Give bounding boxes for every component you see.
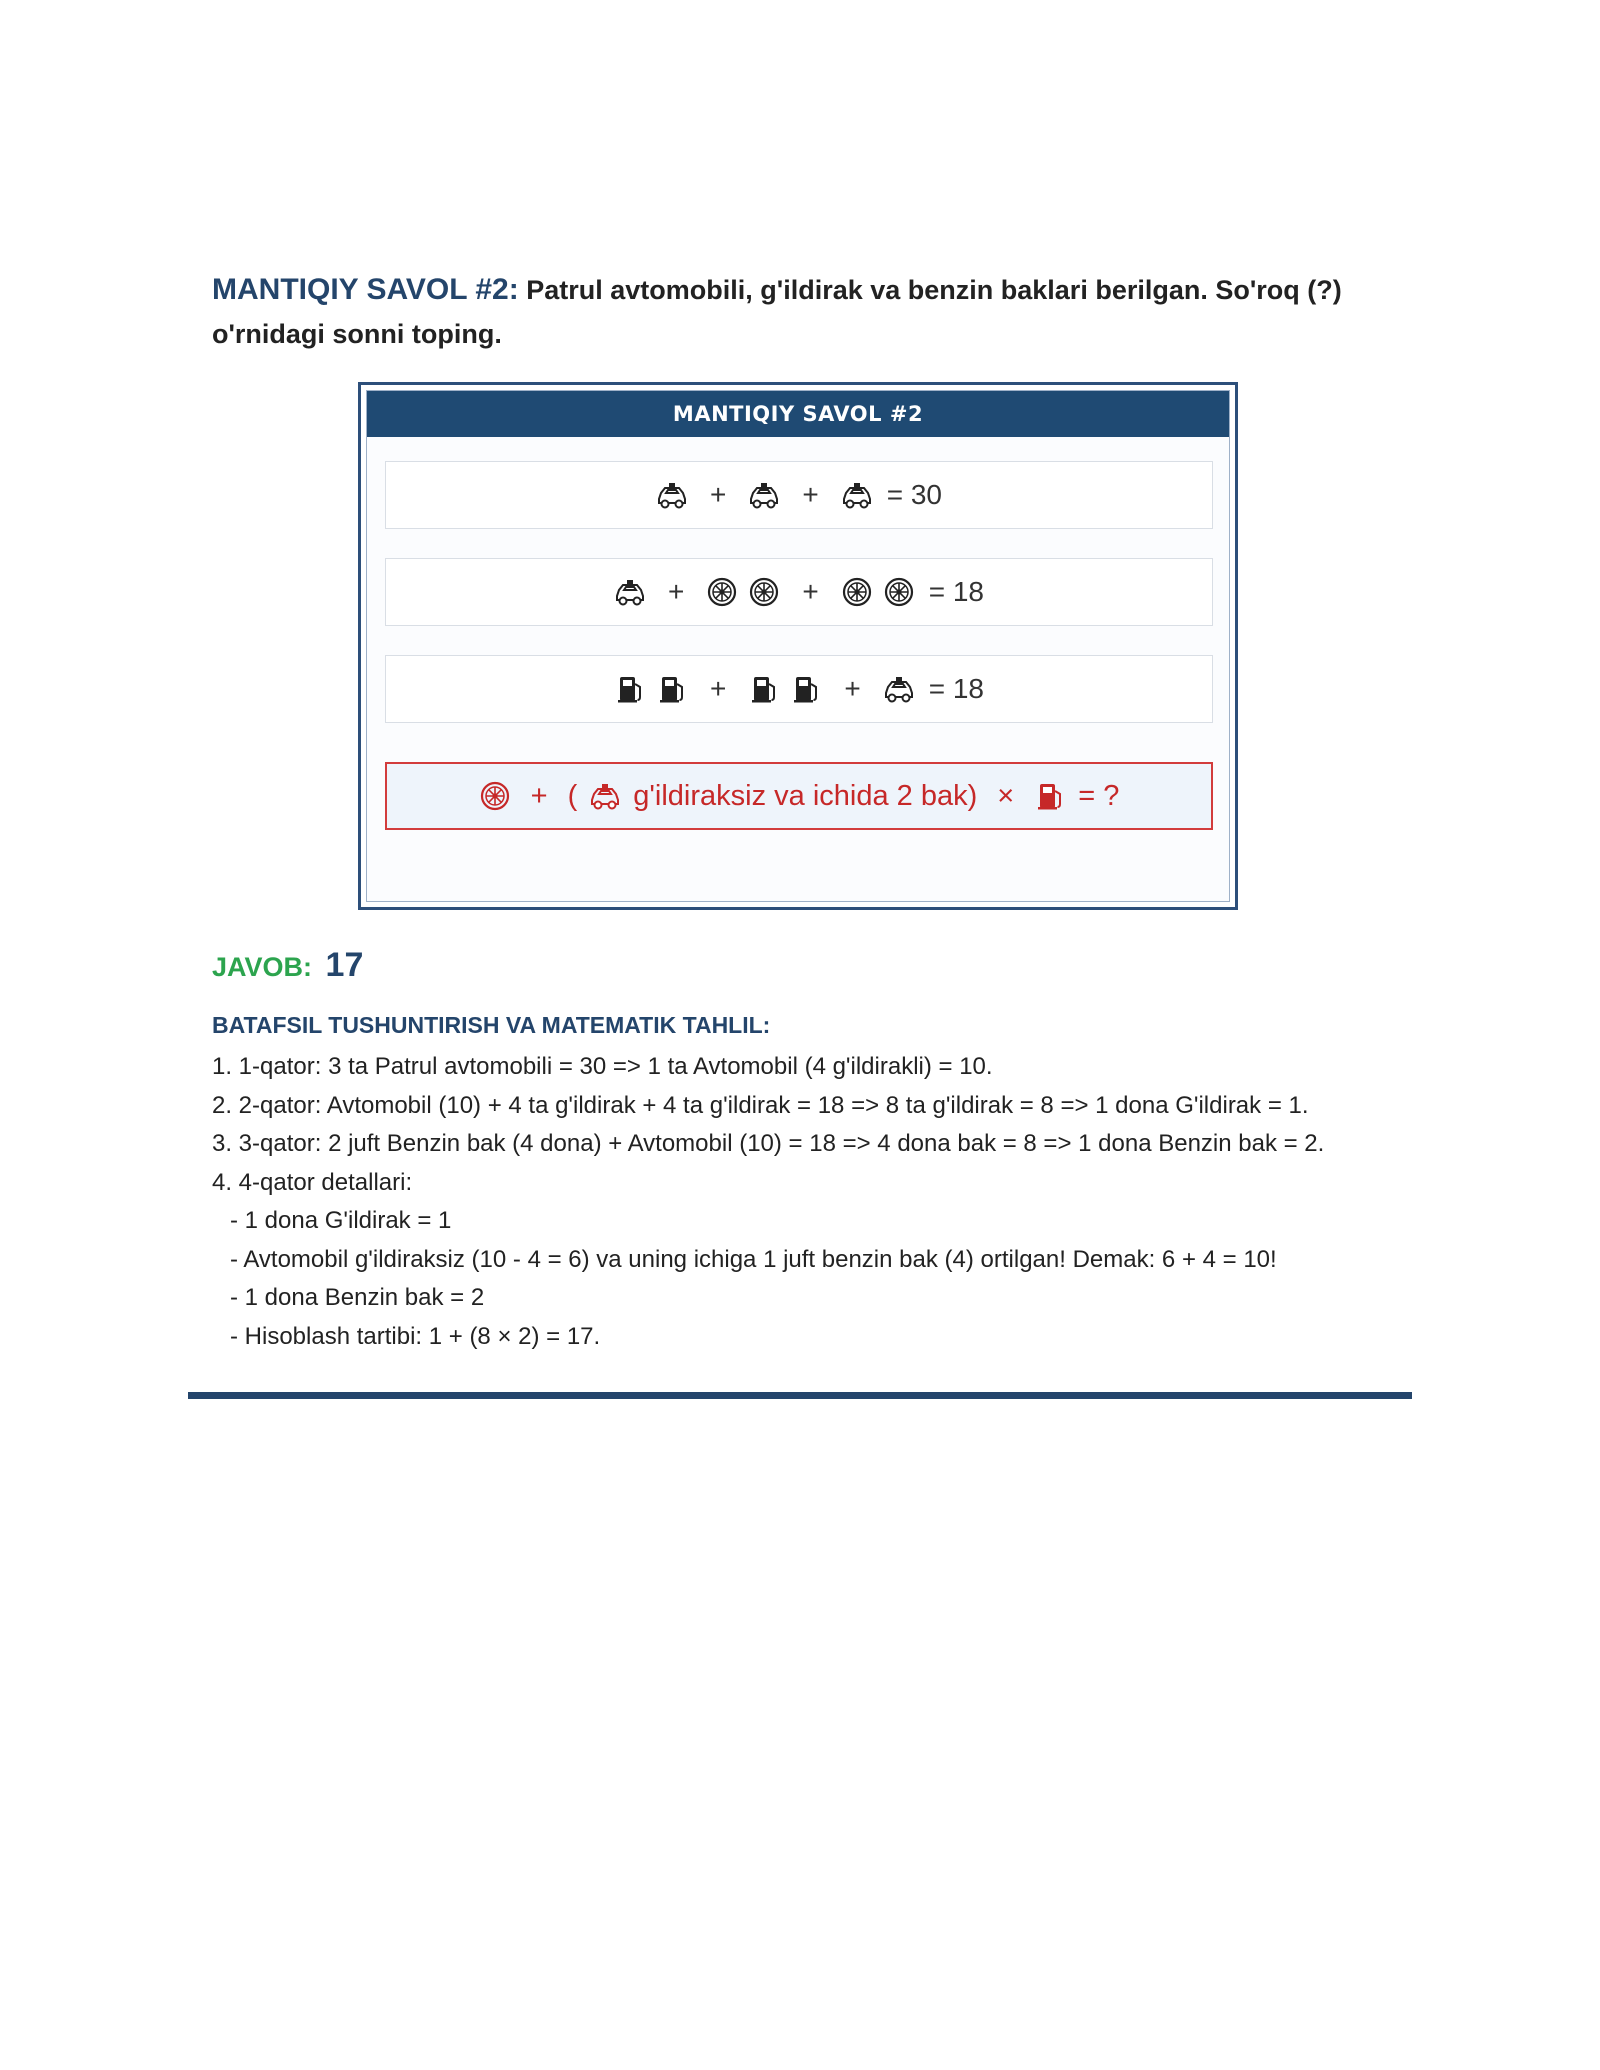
fuel-pump-icon <box>614 674 646 704</box>
fuel-pair <box>614 674 688 704</box>
explanation-title: BATAFSIL TUSHUNTIRISH VA MATEMATIK TAHLIL: <box>212 1012 771 1038</box>
police-car-icon <box>656 480 688 510</box>
equation-row-1 <box>385 461 1213 529</box>
fuel-pump-icon <box>656 674 688 704</box>
plus-sign: + <box>802 479 819 510</box>
answer-label: JAVOB: <box>212 952 313 982</box>
row-result: = 30 <box>886 479 942 510</box>
police-car-icon <box>614 577 646 607</box>
wheel-pair <box>841 577 915 607</box>
plus-sign: + <box>802 576 819 607</box>
question-block <box>212 268 1372 356</box>
police-car-icon <box>883 674 915 704</box>
explanation-subline: - Avtomobil g'ildiraksiz (10 - 4 = 6) va uning ichiga 1 juft benzin bak (4) ortilgan! Demak: 6 + 4 = 10! <box>230 1245 1277 1273</box>
section-divider <box>188 1392 1412 1399</box>
explanation-subline: - 1 dona G'ildirak = 1 <box>230 1207 452 1234</box>
equation-row-3 <box>385 655 1213 723</box>
explanation-line: 2. 2-qator: Avtomobil (10) + 4 ta g'ildirak + 4 ta g'ildirak = 18 => 8 ta g'ildirak = 8 => 1 dona G'ildirak = 1. <box>212 1091 1309 1119</box>
question-label: MANTIQIY SAVOL #2: <box>212 273 519 306</box>
police-car-icon <box>748 480 780 510</box>
wheel-icon <box>748 577 780 607</box>
question-note: g'ildiraksiz va ichida 2 bak) <box>633 779 978 812</box>
wheel-icon <box>883 577 915 607</box>
plus-sign: + <box>668 576 685 607</box>
explanation-line: 4. 4-qator detallari: <box>212 1168 413 1196</box>
equation-row-2 <box>385 558 1213 626</box>
wheel-icon <box>841 577 873 607</box>
explanation-subline: - Hisoblash tartibi: 1 + (8 × 2) = 17. <box>230 1322 601 1350</box>
answer-line <box>212 946 363 985</box>
question-row <box>385 762 1213 830</box>
plus-sign: + <box>710 673 727 704</box>
explanation-line: 3. 3-qator: 2 juft Benzin bak (4 dona) + Avtomobil (10) = 18 => 4 dona bak = 8 => 1 dona Benzin bak = 2. <box>212 1130 1325 1157</box>
wheel-icon <box>706 577 738 607</box>
row-result: = 18 <box>928 673 984 704</box>
explanation-subline: - 1 dona Benzin bak = 2 <box>230 1284 485 1311</box>
police-car-icon <box>841 480 873 510</box>
question-text: Patrul avtomobili, g'ildirak va benzin baklari berilgan. So'roq (?) o'rnidagi sonni toping. <box>212 275 1342 349</box>
puzzle-card <box>358 382 1238 910</box>
question-result: = ? <box>1078 779 1120 812</box>
explanation-list <box>212 1048 1392 1356</box>
fuel-pair <box>748 674 822 704</box>
row-result: = 18 <box>928 576 984 607</box>
open-paren: ( <box>567 779 578 812</box>
wheel-pair <box>706 577 780 607</box>
plus-sign: + <box>844 673 861 704</box>
plus-sign: + <box>710 479 727 510</box>
puzzle-header: MANTIQIY SAVOL #2 <box>367 391 1229 437</box>
wheel-icon <box>479 781 511 811</box>
fuel-pump-icon <box>790 674 822 704</box>
answer-value: 17 <box>325 946 364 984</box>
puzzle-inner <box>366 390 1230 902</box>
fuel-pump-icon <box>1034 781 1066 811</box>
explanation-line: 1. 1-qator: 3 ta Patrul avtomobili = 30 => 1 ta Avtomobil (4 g'ildirakli) = 10. <box>212 1053 993 1080</box>
police-car-icon <box>589 781 621 811</box>
plus-sign: + <box>530 779 548 812</box>
times-sign: × <box>997 779 1015 812</box>
fuel-pump-icon <box>748 674 780 704</box>
